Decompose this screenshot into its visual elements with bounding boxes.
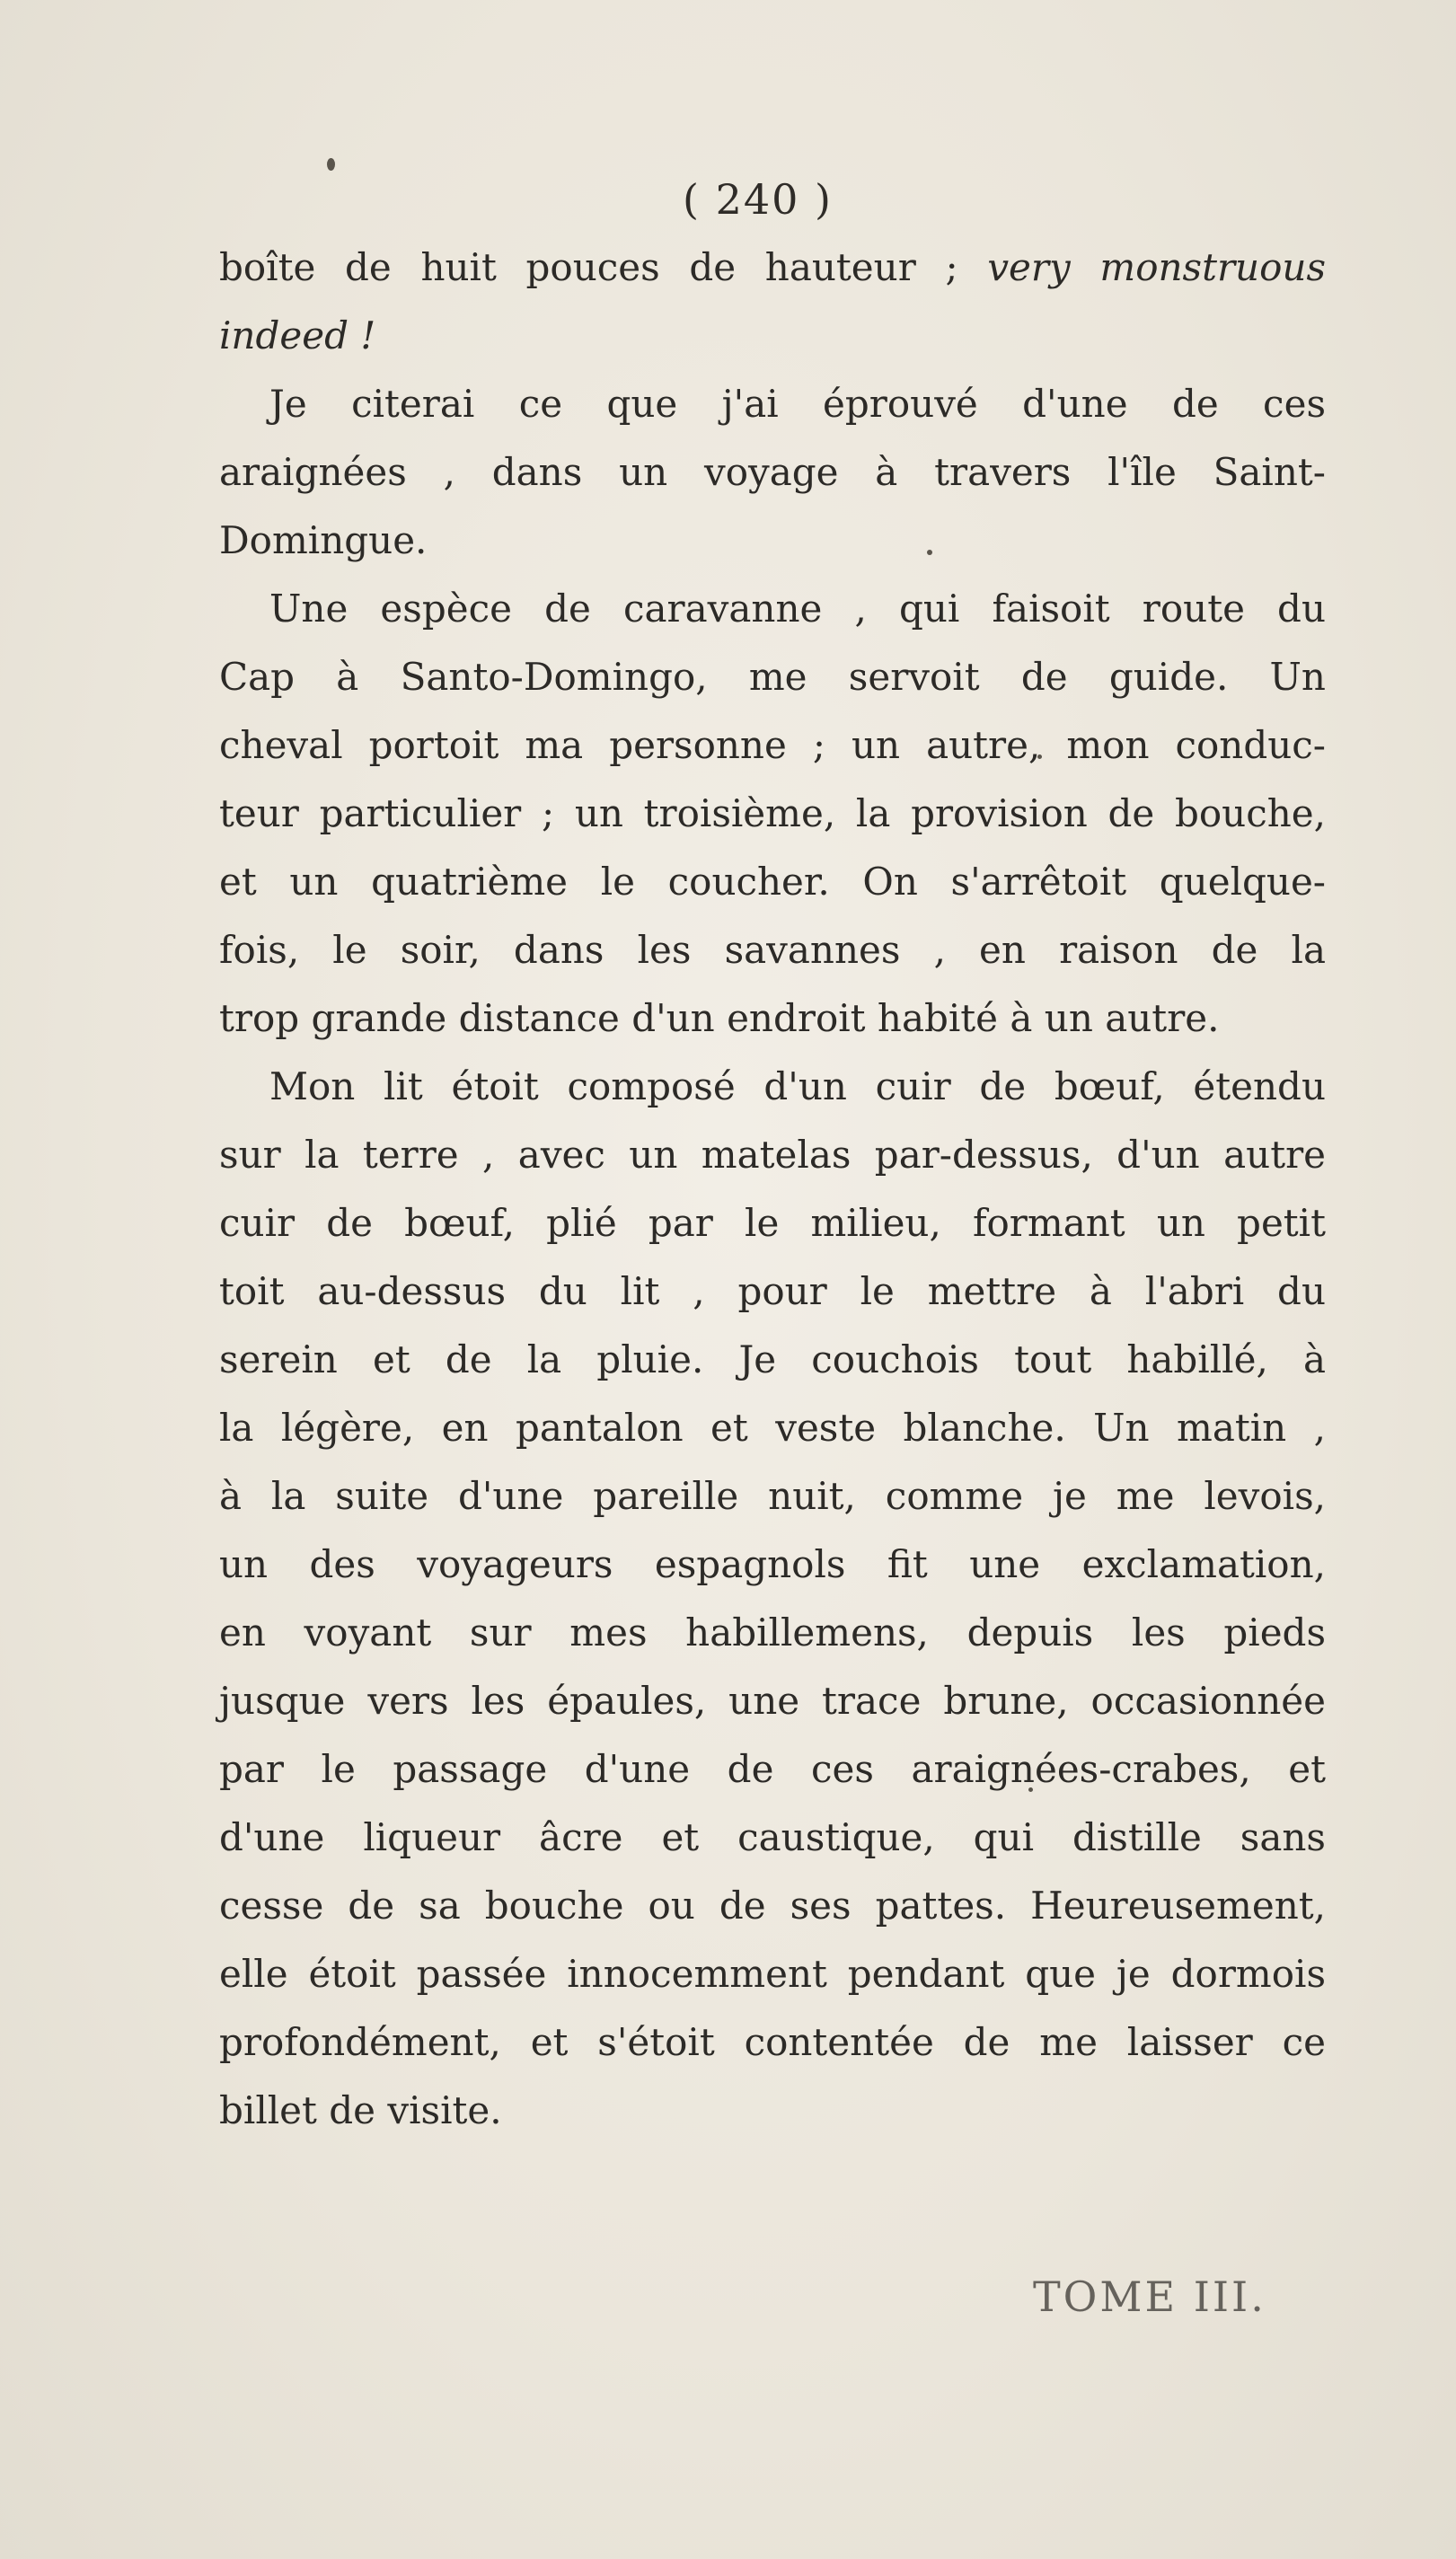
text-line: trop grande distance d'un endroit habité à un autre. — [219, 996, 1220, 1040]
text-line: cuir de bœuf, plié par le milieu, formant un petit — [219, 1201, 1326, 1245]
text-line: araignées , dans un voyage à travers l'île Saint- — [219, 450, 1326, 494]
text-line: à la suite d'une pareille nuit, comme je me levois, — [219, 1474, 1326, 1518]
text-line: boîte de huit pouces de hauteur ; very monstruous — [219, 245, 1326, 289]
text-line: cheval portoit ma personne ; un autre, mon conduc- — [219, 723, 1326, 767]
text-line: jusque vers les épaules, une trace brune, occasionnée — [219, 1679, 1326, 1723]
text-line: indeed ! — [219, 313, 376, 357]
text-line: un des voyageurs espagnols fit une exclamation, — [219, 1542, 1326, 1586]
text-line: toit au-dessus du lit , pour le mettre à l'abri du — [219, 1269, 1326, 1313]
text-line: billet de visite. — [219, 2088, 502, 2132]
text-line: Une espèce de caravanne , qui faisoit route du — [269, 587, 1326, 631]
text-line: profondément, et s'étoit contentée de me laisser ce — [219, 2020, 1326, 2064]
text-line: Mon lit étoit composé d'un cuir de bœuf, étendu — [269, 1064, 1326, 1108]
text-line: serein et de la pluie. Je couchois tout habillé, à — [219, 1337, 1326, 1381]
text-line: teur particulier ; un troisième, la provision de bouche, — [219, 791, 1326, 835]
text-line: par le passage d'une de ces araignées-crabes, et — [219, 1747, 1326, 1791]
text-line: Cap à Santo-Domingo, me servoit de guide. Un — [219, 655, 1326, 699]
text-line: sur la terre , avec un matelas par-dessus, d'un autre — [219, 1133, 1326, 1177]
text-line: d'une liqueur âcre et caustique, qui distille sans — [219, 1815, 1326, 1859]
signature-mark: TOME III. — [1033, 2272, 1266, 2321]
text-line: fois, le soir, dans les savannes , en raison de la — [219, 928, 1326, 972]
body-text — [219, 234, 1326, 2145]
text-line: en voyant sur mes habillemens, depuis les pieds — [219, 1610, 1326, 1655]
text-line: la légère, en pantalon et veste blanche. Un matin , — [219, 1406, 1326, 1450]
text-line: Domingue. — [219, 518, 428, 562]
page-number: ( 240 ) — [683, 175, 833, 224]
text-line: elle étoit passée innocemment pendant que je dormois — [219, 1952, 1326, 1996]
text-line: Je citerai ce que j'ai éprouvé d'une de ces — [269, 382, 1326, 426]
ink-speck — [327, 158, 335, 171]
text-line: cesse de sa bouche ou de ses pattes. Heureusement, — [219, 1884, 1326, 1928]
text-line: et un quatrième le coucher. On s'arrêtoit quelque- — [219, 860, 1326, 904]
